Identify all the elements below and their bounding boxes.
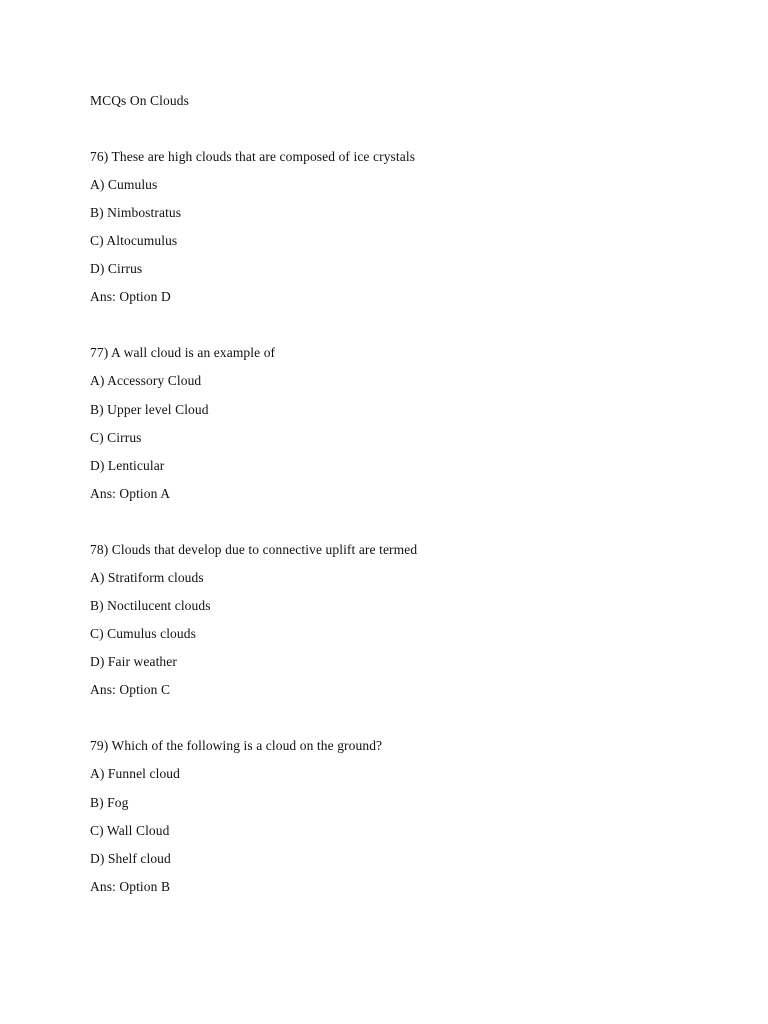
option-d: D) Lenticular	[90, 458, 165, 473]
option-a: A) Funnel cloud	[90, 766, 180, 781]
page-title: MCQs On Clouds	[90, 93, 189, 108]
option-b: B) Nimbostratus	[90, 205, 182, 220]
answer-line: Ans: Option A	[90, 486, 171, 501]
option-c: C) Cirrus	[90, 430, 142, 445]
option-c: C) Cumulus clouds	[90, 626, 196, 641]
option-c: C) Wall Cloud	[90, 823, 170, 838]
option-c: C) Altocumulus	[90, 233, 178, 248]
option-a: A) Accessory Cloud	[90, 373, 202, 388]
question-prompt: 79) Which of the following is a cloud on the ground?	[90, 738, 383, 753]
option-b: B) Fog	[90, 795, 129, 810]
question-prompt: 78) Clouds that develop due to connective uplift are termed	[90, 542, 418, 557]
question-prompt: 76) These are high clouds that are composed of ice crystals	[90, 149, 416, 164]
answer-line: Ans: Option C	[90, 682, 171, 697]
answer-line: Ans: Option D	[90, 289, 171, 304]
option-d: D) Shelf cloud	[90, 851, 171, 866]
option-a: A) Cumulus	[90, 177, 158, 192]
option-d: D) Cirrus	[90, 261, 143, 276]
option-b: B) Upper level Cloud	[90, 402, 209, 417]
option-d: D) Fair weather	[90, 654, 177, 669]
option-a: A) Stratiform clouds	[90, 570, 204, 585]
question-prompt: 77) A wall cloud is an example of	[90, 345, 276, 360]
answer-line: Ans: Option B	[90, 879, 171, 894]
option-b: B) Noctilucent clouds	[90, 598, 211, 613]
